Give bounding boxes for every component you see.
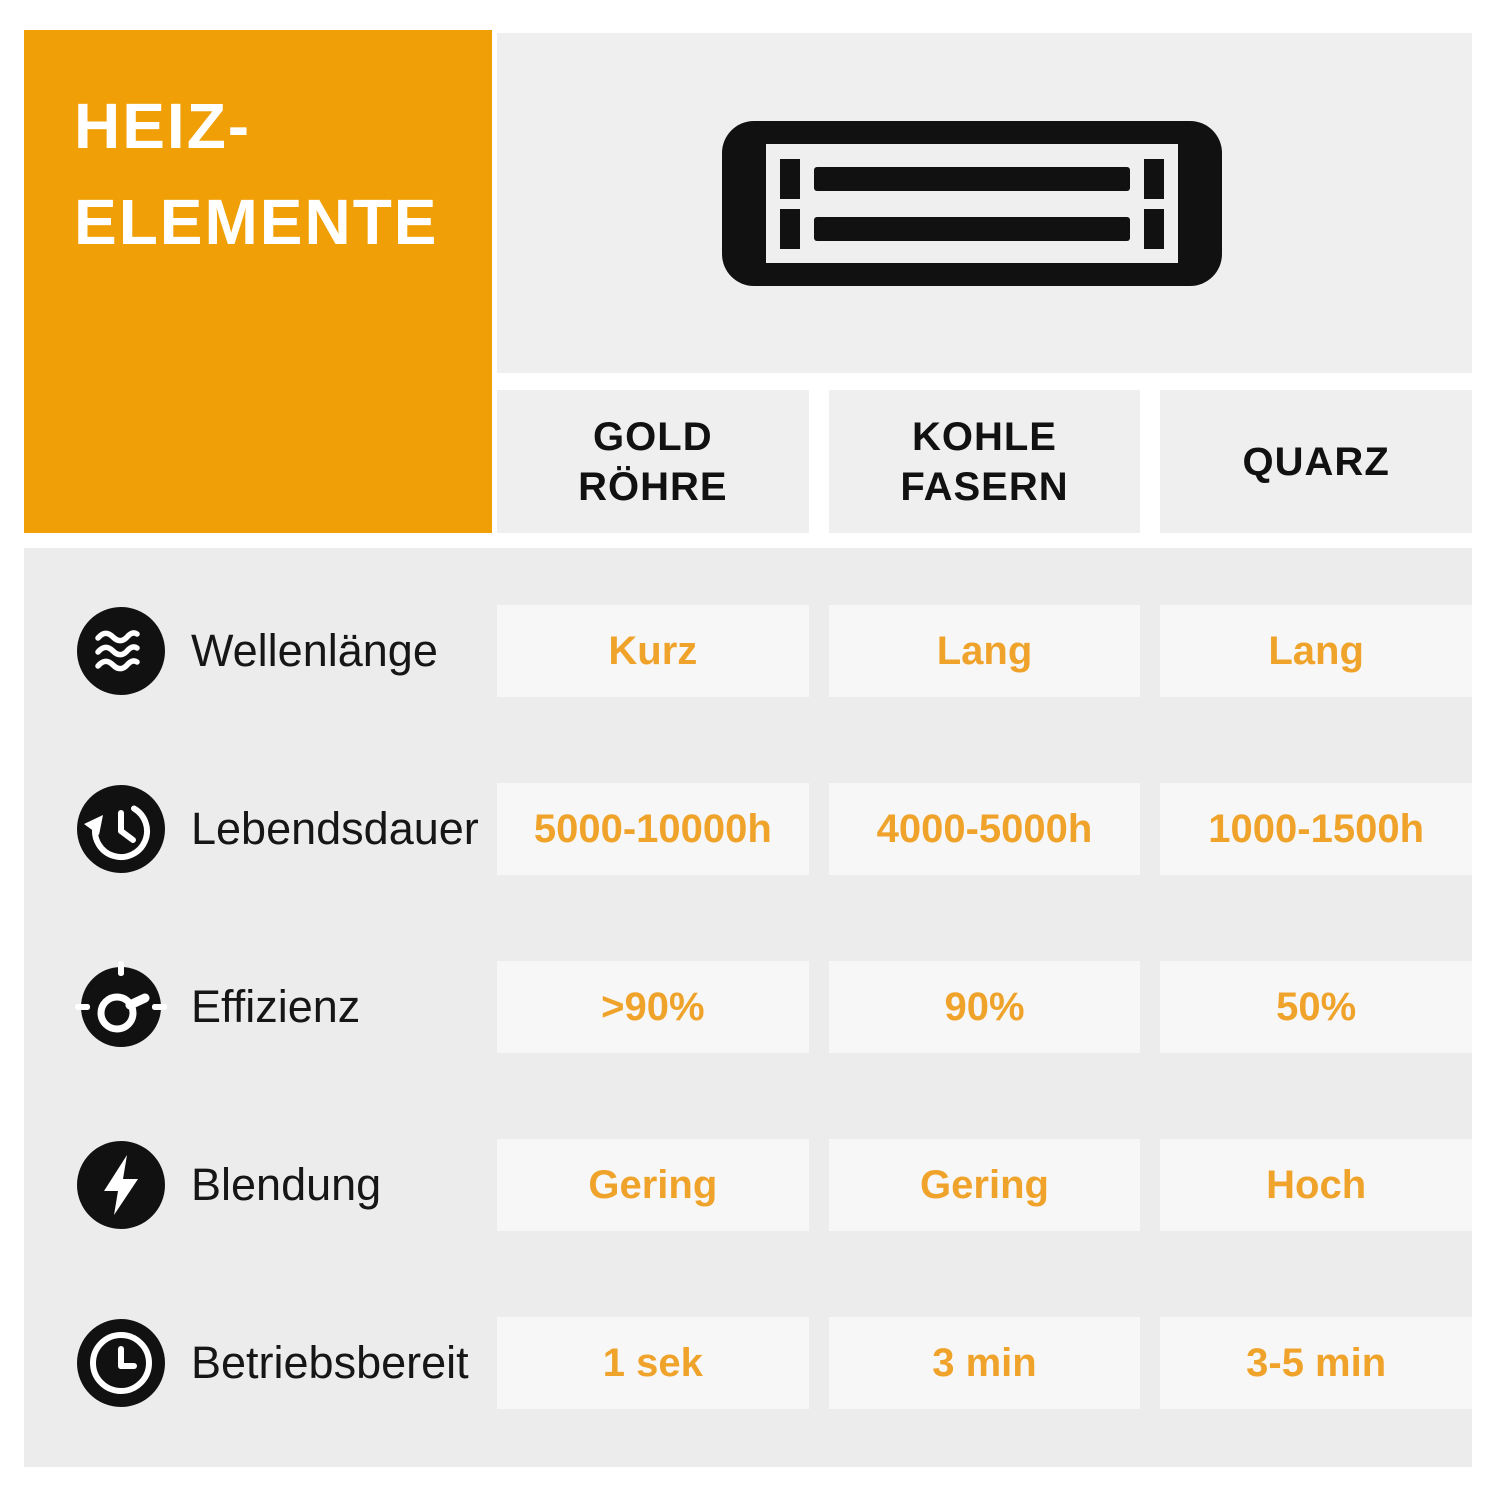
column-header-label: KOHLE xyxy=(911,414,1057,459)
page-title-line1: HEIZ- xyxy=(74,90,252,162)
table-row-blendung xyxy=(24,1139,1472,1231)
lightning-bolt-icon xyxy=(74,1138,168,1232)
value-cell: Lang xyxy=(1160,605,1472,697)
clock-history-icon xyxy=(74,782,168,876)
row-cells xyxy=(497,605,1472,697)
gauge-icon xyxy=(74,960,168,1054)
row-label: Effizienz xyxy=(191,981,361,1032)
value-cell: 5000-10000h xyxy=(497,783,809,875)
comparison-table-panel xyxy=(24,548,1472,1467)
value-cell: 90% xyxy=(829,961,1141,1053)
value-cell: Gering xyxy=(497,1139,809,1231)
table-row-lebendsdauer xyxy=(24,783,1472,875)
column-header-quarz xyxy=(1160,390,1472,533)
column-header-gold-roehre xyxy=(497,390,809,533)
row-cells xyxy=(497,1317,1472,1409)
value-cell: >90% xyxy=(497,961,809,1053)
table-row-betriebsbereit xyxy=(24,1317,1472,1409)
value-cell: Gering xyxy=(829,1139,1141,1231)
value-cell: 3-5 min xyxy=(1160,1317,1472,1409)
clock-icon xyxy=(74,1316,168,1410)
waves-icon xyxy=(74,604,168,698)
column-header-kohle-fasern xyxy=(829,390,1141,533)
row-label: Lebendsdauer xyxy=(191,803,479,854)
page-title-line2: ELEMENTE xyxy=(74,186,439,258)
value-cell: Lang xyxy=(829,605,1141,697)
column-header-label: QUARZ xyxy=(1242,439,1390,484)
infrared-heater-icon xyxy=(722,121,1222,286)
page-title xyxy=(74,78,438,270)
row-label: Blendung xyxy=(191,1159,382,1210)
value-cell: 1000-1500h xyxy=(1160,783,1472,875)
title-box xyxy=(24,30,492,533)
value-cell: Kurz xyxy=(497,605,809,697)
value-cell: 3 min xyxy=(829,1317,1141,1409)
value-cell: Hoch xyxy=(1160,1139,1472,1231)
value-cell: 50% xyxy=(1160,961,1472,1053)
column-header-label: FASERN xyxy=(900,464,1069,509)
column-headers xyxy=(497,390,1472,533)
row-cells xyxy=(497,961,1472,1053)
value-cell: 1 sek xyxy=(497,1317,809,1409)
row-cells xyxy=(497,1139,1472,1231)
column-header-label: RÖHRE xyxy=(578,464,728,509)
value-cell: 4000-5000h xyxy=(829,783,1141,875)
table-row-effizienz xyxy=(24,961,1472,1053)
row-label: Betriebsbereit xyxy=(191,1337,469,1388)
column-header-label: GOLD xyxy=(593,414,713,459)
row-label: Wellenlänge xyxy=(191,625,438,676)
table-row-wellenlaenge xyxy=(24,605,1472,697)
row-cells xyxy=(497,783,1472,875)
heater-image-panel xyxy=(497,33,1472,373)
